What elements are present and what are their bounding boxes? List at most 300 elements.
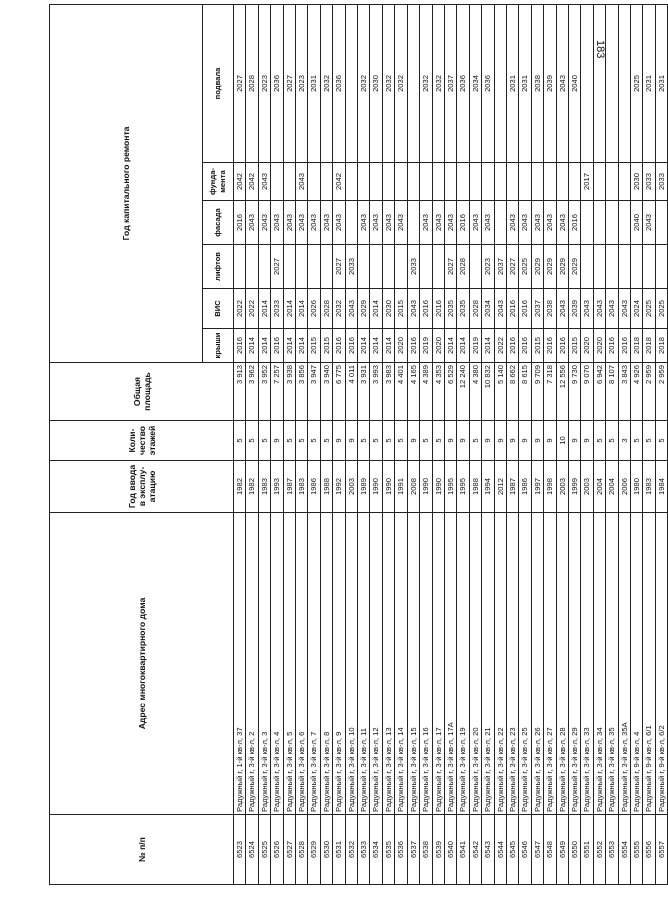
cell-repair-year: 2022 bbox=[494, 329, 506, 363]
cell-repair-year: 2019 bbox=[420, 329, 432, 363]
cell-num: 6550 bbox=[568, 815, 580, 885]
cell-year: 1995 bbox=[444, 461, 456, 513]
cell-repair-year: 2027 bbox=[234, 4, 246, 162]
cell-repair-year bbox=[618, 201, 630, 245]
cell-address: Радужный г, 1-й кв-л, 37 bbox=[234, 513, 246, 815]
cell-repair-year: 2023 bbox=[258, 4, 270, 162]
cell-repair-year: 2043 bbox=[556, 4, 568, 162]
table-row bbox=[420, 4, 432, 884]
cell-repair-year: 2036 bbox=[271, 4, 283, 162]
cell-repair-year bbox=[345, 4, 357, 162]
cell-repair-year: 2034 bbox=[482, 289, 494, 329]
cell-area: 12 240 bbox=[457, 363, 469, 421]
cell-repair-year: 2022 bbox=[234, 289, 246, 329]
cell-area: 9 730 bbox=[568, 363, 580, 421]
cell-repair-year bbox=[606, 4, 618, 162]
cell-area: 3 940 bbox=[320, 363, 332, 421]
cell-repair-year: 2016 bbox=[420, 289, 432, 329]
cell-year: 1995 bbox=[457, 461, 469, 513]
cell-address: Радужный г, 3-й кв-л, 34 bbox=[593, 513, 605, 815]
cell-num: 6538 bbox=[420, 815, 432, 885]
cell-repair-year bbox=[655, 245, 667, 289]
cell-floors: 5 bbox=[420, 421, 432, 461]
cell-year: 1986 bbox=[308, 461, 320, 513]
table-row bbox=[655, 4, 667, 884]
cell-repair-year bbox=[420, 163, 432, 201]
page-number: 183 bbox=[594, 40, 606, 59]
cell-repair-year: 2025 bbox=[631, 4, 643, 162]
cell-address: Радужный г, 3-й кв-л, 2 bbox=[246, 513, 258, 815]
cell-repair-year: 2032 bbox=[358, 4, 370, 162]
cell-floors: 5 bbox=[655, 421, 667, 461]
table-row bbox=[320, 4, 332, 884]
cell-repair-year: 2014 bbox=[296, 329, 308, 363]
cell-area: 8 662 bbox=[506, 363, 518, 421]
cell-repair-year bbox=[370, 163, 382, 201]
cell-floors: 5 bbox=[382, 421, 394, 461]
cell-repair-year bbox=[494, 4, 506, 162]
cell-repair-year: 2036 bbox=[333, 4, 345, 162]
cell-repair-year: 2019 bbox=[469, 329, 481, 363]
cell-repair-year bbox=[407, 163, 419, 201]
cell-repair-year: 2043 bbox=[320, 201, 332, 245]
table-row bbox=[234, 4, 246, 884]
cell-repair-year: 2043 bbox=[618, 289, 630, 329]
cell-area: 3 856 bbox=[296, 363, 308, 421]
cell-repair-year: 2018 bbox=[655, 329, 667, 363]
cell-area: 3 931 bbox=[358, 363, 370, 421]
cell-repair-year: 2043 bbox=[258, 201, 270, 245]
cell-repair-year: 2027 bbox=[444, 245, 456, 289]
table-row bbox=[457, 4, 469, 884]
cell-repair-year: 2033 bbox=[345, 245, 357, 289]
cell-repair-year: 2043 bbox=[420, 201, 432, 245]
cell-address: Радужный г, 3-й кв-л, 6 bbox=[296, 513, 308, 815]
cell-address: Радужный г, 3-й кв-л, 33 bbox=[581, 513, 593, 815]
cell-repair-year bbox=[593, 245, 605, 289]
cell-repair-year: 2043 bbox=[358, 201, 370, 245]
cell-floors: 5 bbox=[370, 421, 382, 461]
cell-area: 2 959 bbox=[643, 363, 655, 421]
cell-repair-year: 2014 bbox=[444, 329, 456, 363]
cell-repair-year: 2043 bbox=[506, 201, 518, 245]
cell-repair-year: 2040 bbox=[631, 201, 643, 245]
table-row bbox=[395, 4, 407, 884]
cell-repair-year bbox=[345, 201, 357, 245]
cell-repair-year: 2024 bbox=[631, 289, 643, 329]
cell-repair-year: 2032 bbox=[432, 4, 444, 162]
header-year-commission: Год ввода в эксплу-атацию bbox=[50, 461, 234, 513]
cell-year: 1990 bbox=[370, 461, 382, 513]
cell-repair-year: 2029 bbox=[531, 245, 543, 289]
cell-num: 6524 bbox=[246, 815, 258, 885]
cell-area: 6 775 bbox=[333, 363, 345, 421]
cell-address: Радужный г, 3-й кв-л, 15 bbox=[407, 513, 419, 815]
table-row bbox=[618, 4, 630, 884]
cell-floors: 5 bbox=[308, 421, 320, 461]
table-row bbox=[606, 4, 618, 884]
cell-repair-year: 2043 bbox=[296, 163, 308, 201]
cell-repair-year bbox=[444, 163, 456, 201]
subheader-roof: крыши bbox=[203, 329, 234, 363]
cell-year: 1991 bbox=[395, 461, 407, 513]
cell-floors: 5 bbox=[395, 421, 407, 461]
cell-year: 1999 bbox=[568, 461, 580, 513]
cell-num: 6527 bbox=[283, 815, 295, 885]
cell-repair-year: 2043 bbox=[271, 201, 283, 245]
cell-repair-year: 2043 bbox=[469, 201, 481, 245]
cell-num: 6540 bbox=[444, 815, 456, 885]
cell-repair-year: 2029 bbox=[568, 245, 580, 289]
cell-address: Радужный г, 9-й кв-л, 6/1 bbox=[643, 513, 655, 815]
table-row bbox=[556, 4, 568, 884]
cell-num: 6541 bbox=[457, 815, 469, 885]
table-row bbox=[308, 4, 320, 884]
cell-year: 1990 bbox=[432, 461, 444, 513]
cell-repair-year bbox=[593, 201, 605, 245]
cell-floors: 5 bbox=[320, 421, 332, 461]
cell-num: 6536 bbox=[395, 815, 407, 885]
cell-num: 6528 bbox=[296, 815, 308, 885]
cell-repair-year: 2037 bbox=[531, 289, 543, 329]
cell-repair-year: 2025 bbox=[655, 289, 667, 329]
table-row bbox=[370, 4, 382, 884]
table-row bbox=[407, 4, 419, 884]
cell-floors: 5 bbox=[606, 421, 618, 461]
cell-area: 4 353 bbox=[432, 363, 444, 421]
cell-repair-year bbox=[606, 163, 618, 201]
cell-repair-year: 2018 bbox=[631, 329, 643, 363]
cell-num: 6525 bbox=[258, 815, 270, 885]
cell-floors: 3 bbox=[618, 421, 630, 461]
subheader-vis: ВИС bbox=[203, 289, 234, 329]
table-row bbox=[283, 4, 295, 884]
cell-repair-year bbox=[482, 163, 494, 201]
cell-repair-year: 2037 bbox=[444, 4, 456, 162]
cell-repair-year bbox=[320, 163, 332, 201]
cell-repair-year: 2016 bbox=[556, 329, 568, 363]
cell-repair-year bbox=[283, 245, 295, 289]
cell-repair-year: 2043 bbox=[296, 201, 308, 245]
cell-num: 6544 bbox=[494, 815, 506, 885]
cell-address: Радужный г, 3-й кв-л, 17А bbox=[444, 513, 456, 815]
cell-repair-year: 2031 bbox=[519, 4, 531, 162]
cell-address: Радужный г, 3-й кв-л, 12 bbox=[370, 513, 382, 815]
cell-floors: 9 bbox=[333, 421, 345, 461]
cell-repair-year bbox=[345, 163, 357, 201]
table-row bbox=[519, 4, 531, 884]
table-row bbox=[345, 4, 357, 884]
cell-num: 6555 bbox=[631, 815, 643, 885]
cell-address: Радужный г, 3-й кв-л, 20 bbox=[469, 513, 481, 815]
cell-area: 4 011 bbox=[345, 363, 357, 421]
cell-year: 1993 bbox=[271, 461, 283, 513]
table-body bbox=[234, 4, 668, 884]
table-row bbox=[494, 4, 506, 884]
cell-repair-year: 2037 bbox=[494, 245, 506, 289]
cell-repair-year bbox=[593, 163, 605, 201]
cell-repair-year: 2033 bbox=[655, 163, 667, 201]
cell-repair-year: 2014 bbox=[283, 329, 295, 363]
cell-repair-year bbox=[432, 163, 444, 201]
cell-year: 1980 bbox=[631, 461, 643, 513]
cell-repair-year: 2020 bbox=[395, 329, 407, 363]
cell-repair-year: 2016 bbox=[271, 329, 283, 363]
cell-num: 6554 bbox=[618, 815, 630, 885]
cell-repair-year: 2028 bbox=[457, 245, 469, 289]
cell-address: Радужный г, 3-й кв-л, 9 bbox=[333, 513, 345, 815]
cell-num: 6539 bbox=[432, 815, 444, 885]
cell-repair-year bbox=[581, 245, 593, 289]
cell-address: Радужный г, 3-й кв-л, 14 bbox=[395, 513, 407, 815]
cell-repair-year: 2016 bbox=[568, 201, 580, 245]
cell-repair-year: 2015 bbox=[308, 329, 320, 363]
cell-repair-year: 2016 bbox=[519, 329, 531, 363]
cell-num: 6529 bbox=[308, 815, 320, 885]
cell-year: 2003 bbox=[345, 461, 357, 513]
cell-repair-year bbox=[246, 245, 258, 289]
cell-repair-year: 2033 bbox=[643, 163, 655, 201]
cell-repair-year: 2038 bbox=[544, 289, 556, 329]
cell-repair-year bbox=[432, 245, 444, 289]
cell-repair-year: 2043 bbox=[333, 201, 345, 245]
cell-repair-year: 2016 bbox=[234, 201, 246, 245]
table-row bbox=[296, 4, 308, 884]
cell-area: 3 983 bbox=[382, 363, 394, 421]
cell-address: Радужный г, 3-й кв-л, 16 bbox=[420, 513, 432, 815]
cell-address: Радужный г, 3-й кв-л, 29 bbox=[568, 513, 580, 815]
cell-floors: 5 bbox=[296, 421, 308, 461]
cell-area: 4 380 bbox=[469, 363, 481, 421]
cell-repair-year: 2032 bbox=[382, 4, 394, 162]
cell-repair-year bbox=[606, 201, 618, 245]
cell-num: 6530 bbox=[320, 815, 332, 885]
cell-address: Радужный г, 3-й кв-л, 19 bbox=[457, 513, 469, 815]
cell-repair-year: 2042 bbox=[234, 163, 246, 201]
cell-repair-year: 2022 bbox=[246, 289, 258, 329]
cell-year: 1998 bbox=[544, 461, 556, 513]
cell-repair-year bbox=[320, 245, 332, 289]
cell-area: 5 140 bbox=[494, 363, 506, 421]
capital-repair-table bbox=[49, 4, 668, 885]
cell-repair-year: 2025 bbox=[643, 289, 655, 329]
cell-repair-year bbox=[258, 245, 270, 289]
cell-area: 3 952 bbox=[258, 363, 270, 421]
cell-repair-year: 2043 bbox=[544, 201, 556, 245]
cell-repair-year: 2040 bbox=[568, 4, 580, 162]
cell-address: Радужный г, 3-й кв-л, 35А bbox=[618, 513, 630, 815]
cell-repair-year bbox=[519, 163, 531, 201]
cell-repair-year: 2043 bbox=[370, 201, 382, 245]
cell-repair-year: 2026 bbox=[308, 289, 320, 329]
cell-year: 1988 bbox=[469, 461, 481, 513]
table-row bbox=[581, 4, 593, 884]
cell-floors: 9 bbox=[482, 421, 494, 461]
cell-address: Радужный г, 9-й кв-л, 6/2 bbox=[655, 513, 667, 815]
cell-repair-year: 2039 bbox=[544, 4, 556, 162]
subheader-elevators: лифтов bbox=[203, 245, 234, 289]
cell-repair-year: 2043 bbox=[246, 201, 258, 245]
cell-floors: 5 bbox=[358, 421, 370, 461]
cell-repair-year bbox=[618, 163, 630, 201]
cell-year: 2006 bbox=[618, 461, 630, 513]
cell-repair-year bbox=[370, 245, 382, 289]
cell-repair-year bbox=[655, 201, 667, 245]
cell-area: 6 942 bbox=[593, 363, 605, 421]
cell-repair-year: 2029 bbox=[358, 289, 370, 329]
cell-repair-year: 2043 bbox=[432, 201, 444, 245]
cell-repair-year: 2028 bbox=[469, 289, 481, 329]
subheader-facade: фасада bbox=[203, 201, 234, 245]
cell-repair-year: 2031 bbox=[308, 4, 320, 162]
cell-repair-year bbox=[234, 245, 246, 289]
cell-address: Радужный г, 3-й кв-л, 35 bbox=[606, 513, 618, 815]
cell-num: 6543 bbox=[482, 815, 494, 885]
cell-repair-year: 2016 bbox=[618, 329, 630, 363]
cell-repair-year: 2043 bbox=[531, 201, 543, 245]
cell-repair-year: 2043 bbox=[308, 201, 320, 245]
cell-year: 1983 bbox=[258, 461, 270, 513]
cell-repair-year bbox=[618, 245, 630, 289]
cell-repair-year: 2014 bbox=[457, 329, 469, 363]
cell-year: 1997 bbox=[531, 461, 543, 513]
cell-year: 1990 bbox=[420, 461, 432, 513]
cell-repair-year: 2014 bbox=[283, 289, 295, 329]
cell-repair-year: 2027 bbox=[271, 245, 283, 289]
cell-address: Радужный г, 3-й кв-л, 4 bbox=[271, 513, 283, 815]
cell-year: 1987 bbox=[283, 461, 295, 513]
cell-repair-year bbox=[581, 4, 593, 162]
cell-repair-year: 2030 bbox=[370, 4, 382, 162]
cell-num: 6556 bbox=[643, 815, 655, 885]
cell-repair-year: 2031 bbox=[506, 4, 518, 162]
cell-address: Радужный г, 3-й кв-л, 5 bbox=[283, 513, 295, 815]
cell-floors: 10 bbox=[556, 421, 568, 461]
cell-floors: 9 bbox=[544, 421, 556, 461]
cell-repair-year: 2016 bbox=[506, 289, 518, 329]
header-row bbox=[50, 4, 203, 884]
cell-repair-year bbox=[382, 163, 394, 201]
cell-repair-year: 2038 bbox=[531, 4, 543, 162]
cell-repair-year: 2016 bbox=[234, 329, 246, 363]
cell-repair-year: 2043 bbox=[606, 289, 618, 329]
cell-num: 6545 bbox=[506, 815, 518, 885]
cell-year: 2008 bbox=[407, 461, 419, 513]
cell-repair-year bbox=[308, 163, 320, 201]
cell-repair-year: 2014 bbox=[370, 289, 382, 329]
cell-area: 8 107 bbox=[606, 363, 618, 421]
cell-repair-year: 2034 bbox=[469, 4, 481, 162]
cell-num: 6551 bbox=[581, 815, 593, 885]
cell-repair-year: 2014 bbox=[382, 329, 394, 363]
cell-repair-year bbox=[271, 163, 283, 201]
cell-repair-year bbox=[407, 201, 419, 245]
cell-repair-year: 2016 bbox=[333, 329, 345, 363]
cell-repair-year: 2028 bbox=[246, 4, 258, 162]
cell-area: 3 993 bbox=[370, 363, 382, 421]
cell-area: 12 556 bbox=[556, 363, 568, 421]
cell-repair-year bbox=[358, 245, 370, 289]
cell-repair-year bbox=[358, 163, 370, 201]
cell-year: 1982 bbox=[246, 461, 258, 513]
cell-year: 1988 bbox=[320, 461, 332, 513]
cell-repair-year bbox=[296, 245, 308, 289]
cell-address: Радужный г, 3-й кв-л, 10 bbox=[345, 513, 357, 815]
table-row bbox=[544, 4, 556, 884]
cell-repair-year bbox=[494, 163, 506, 201]
cell-repair-year bbox=[308, 245, 320, 289]
table-row bbox=[444, 4, 456, 884]
cell-repair-year: 2016 bbox=[457, 201, 469, 245]
cell-year: 1989 bbox=[358, 461, 370, 513]
cell-address: Радужный г, 3-й кв-л, 13 bbox=[382, 513, 394, 815]
cell-year: 1990 bbox=[382, 461, 394, 513]
cell-area: 7 318 bbox=[544, 363, 556, 421]
cell-num: 6553 bbox=[606, 815, 618, 885]
cell-repair-year: 2014 bbox=[296, 289, 308, 329]
cell-address: Радужный г, 3-й кв-л, 25 bbox=[519, 513, 531, 815]
cell-address: Радужный г, 3-й кв-л, 3 bbox=[258, 513, 270, 815]
cell-repair-year: 2015 bbox=[568, 329, 580, 363]
cell-num: 6552 bbox=[593, 815, 605, 885]
cell-repair-year: 2043 bbox=[519, 201, 531, 245]
cell-address: Радужный г, 3-й кв-л, 17 bbox=[432, 513, 444, 815]
cell-area: 4 926 bbox=[631, 363, 643, 421]
cell-repair-year: 2016 bbox=[544, 329, 556, 363]
cell-repair-year: 2014 bbox=[370, 329, 382, 363]
table-row bbox=[258, 4, 270, 884]
cell-floors: 5 bbox=[469, 421, 481, 461]
table-row bbox=[333, 4, 345, 884]
cell-repair-year: 2036 bbox=[482, 4, 494, 162]
cell-repair-year bbox=[395, 245, 407, 289]
cell-area: 9 070 bbox=[581, 363, 593, 421]
cell-repair-year: 2016 bbox=[432, 289, 444, 329]
cell-repair-year: 2035 bbox=[444, 289, 456, 329]
cell-repair-year: 2025 bbox=[519, 245, 531, 289]
cell-repair-year bbox=[568, 163, 580, 201]
cell-floors: 9 bbox=[531, 421, 543, 461]
cell-floors: 5 bbox=[258, 421, 270, 461]
cell-num: 6531 bbox=[333, 815, 345, 885]
table-row bbox=[568, 4, 580, 884]
cell-repair-year: 2043 bbox=[444, 201, 456, 245]
cell-repair-year: 2015 bbox=[531, 329, 543, 363]
cell-num: 6526 bbox=[271, 815, 283, 885]
cell-floors: 5 bbox=[432, 421, 444, 461]
table-row bbox=[469, 4, 481, 884]
cell-year: 1982 bbox=[234, 461, 246, 513]
cell-repair-year: 2043 bbox=[556, 289, 568, 329]
cell-floors: 9 bbox=[494, 421, 506, 461]
cell-repair-year: 2043 bbox=[382, 201, 394, 245]
header-address: Адрес многоквартирного дома bbox=[50, 513, 234, 815]
cell-repair-year: 2016 bbox=[506, 329, 518, 363]
cell-num: 6546 bbox=[519, 815, 531, 885]
cell-repair-year: 2016 bbox=[345, 329, 357, 363]
cell-year: 2003 bbox=[556, 461, 568, 513]
table-row bbox=[643, 4, 655, 884]
table-row bbox=[482, 4, 494, 884]
cell-repair-year: 2029 bbox=[556, 245, 568, 289]
cell-repair-year: 2014 bbox=[258, 329, 270, 363]
cell-repair-year: 2023 bbox=[296, 4, 308, 162]
cell-floors: 9 bbox=[568, 421, 580, 461]
cell-num: 6542 bbox=[469, 815, 481, 885]
cell-repair-year bbox=[469, 245, 481, 289]
cell-floors: 9 bbox=[407, 421, 419, 461]
cell-repair-year bbox=[581, 201, 593, 245]
